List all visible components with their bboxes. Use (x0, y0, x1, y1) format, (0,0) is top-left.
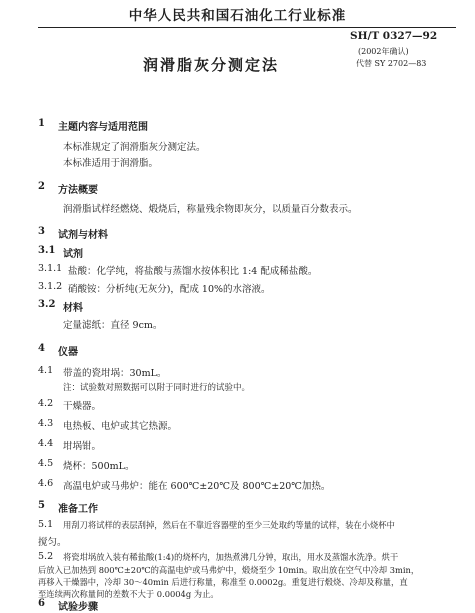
section-6-number: 6 (38, 598, 45, 609)
section-4-number: 4 (38, 343, 45, 354)
standard-header: 中华人民共和国石油化工行业标准 (128, 8, 347, 24)
section-5-title: 准备工作 (58, 504, 98, 515)
section-6-title: 试验步骤 (58, 602, 98, 613)
section-6-1-number (130, 599, 132, 600)
section-5-1-number: 5.1 (38, 519, 54, 530)
section-5-number: 5 (38, 500, 45, 511)
section-4-title: 仪器 (58, 347, 78, 358)
section-3-1-number: 3.1 (38, 245, 56, 256)
section-3-1-2-text: 硝酸铵：分析纯(无灰分)，配成 10%的水溶液。 (68, 284, 271, 295)
section-4-2-number: 4.2 (38, 398, 54, 409)
section-4-note: 注：试验数对照数据可以附于同时进行的试验中。 (63, 383, 251, 393)
section-4-4-text: 坩埚钳。 (63, 441, 102, 452)
section-4-3-text: 电热板、电炉或其它热源。 (63, 421, 178, 432)
section-4-6-text: 高温电炉或马弗炉：能在 600℃±20℃及 800℃±20℃加热。 (63, 481, 331, 492)
section-4-1-text: 带盖的瓷坩埚：30mL。 (63, 368, 167, 379)
section-4-6-number: 4.6 (38, 478, 54, 489)
section-3-1-title: 试剂 (63, 249, 83, 260)
section-4-4-number: 4.4 (38, 438, 54, 449)
section-5-2-number: 5.2 (38, 551, 54, 562)
section-4-1-number: 4.1 (38, 365, 54, 376)
section-3-1-2-number: 3.1.2 (38, 281, 63, 292)
section-3-2-number: 3.2 (38, 299, 56, 310)
section-5-1-line-1: 用刮刀将试样的表层刮掉，然后在不靠近容器壁的至少三处取约等量的试样，装在小烧杯中 (63, 520, 395, 530)
section-5-2-line-2: 后放入已加热到 800℃±20℃的高温电炉或马弗炉中，煅烧至少 10min。取出放在空气中冷却 3min， (38, 565, 420, 575)
section-1-paragraph-2: 本标准适用于润滑脂。 (63, 158, 159, 169)
section-1-paragraph-1: 本标准规定了润滑脂灰分测定法。 (63, 142, 206, 153)
replaces-note: 代替 SY 2702—83 (356, 59, 427, 68)
section-1-title: 主题内容与适用范围 (58, 122, 148, 133)
section-3-number: 3 (38, 226, 45, 237)
document-title: 润滑脂灰分测定法 (143, 56, 280, 74)
section-2-title: 方法概要 (58, 185, 98, 196)
section-3-title: 试剂与材料 (58, 230, 108, 241)
section-4-5-number: 4.5 (38, 458, 54, 469)
section-4-2-text: 干燥器。 (63, 401, 102, 412)
standard-code: SH/T 0327—92 (350, 30, 438, 42)
section-5-2-line-3: 再移入干燥器中，冷却 30～40min 后进行称量，称准至 0.0002g。重复进行煅烧、冷却及称量，直 (38, 577, 408, 587)
section-5-2-line-4: 至连续两次称量间的差数不大于 0.0004g 为止。 (38, 589, 219, 599)
section-4-3-number: 4.3 (38, 418, 54, 429)
section-5-2-line-1: 将瓷坩埚放入装有稀盐酸(1:4)的烧杯内，加热煮沸几分钟，取出，用水及蒸馏水洗净。烘干 (63, 552, 399, 562)
section-2-number: 2 (38, 181, 45, 192)
section-3-2-title: 材料 (63, 303, 83, 314)
section-3-1-1-number: 3.1.1 (38, 263, 63, 274)
section-5-1-line-2: 搅匀。 (38, 537, 67, 548)
section-6-1-line-2 (150, 599, 194, 600)
section-3-2-text: 定量滤纸：直径 9cm。 (63, 320, 163, 331)
section-4-5-text: 烧杯：500mL。 (63, 461, 135, 472)
header-rule (38, 27, 456, 28)
confirmation-note: (2002年确认) (358, 47, 409, 56)
section-1-number: 1 (38, 118, 45, 129)
section-2-paragraph-1: 润滑脂试样经燃烧、煅烧后，称量残余物即灰分，以质量百分数表示。 (63, 204, 358, 215)
section-3-1-1-text: 盐酸：化学纯，将盐酸与蒸馏水按体积比 1:4 配成稀盐酸。 (68, 266, 318, 277)
